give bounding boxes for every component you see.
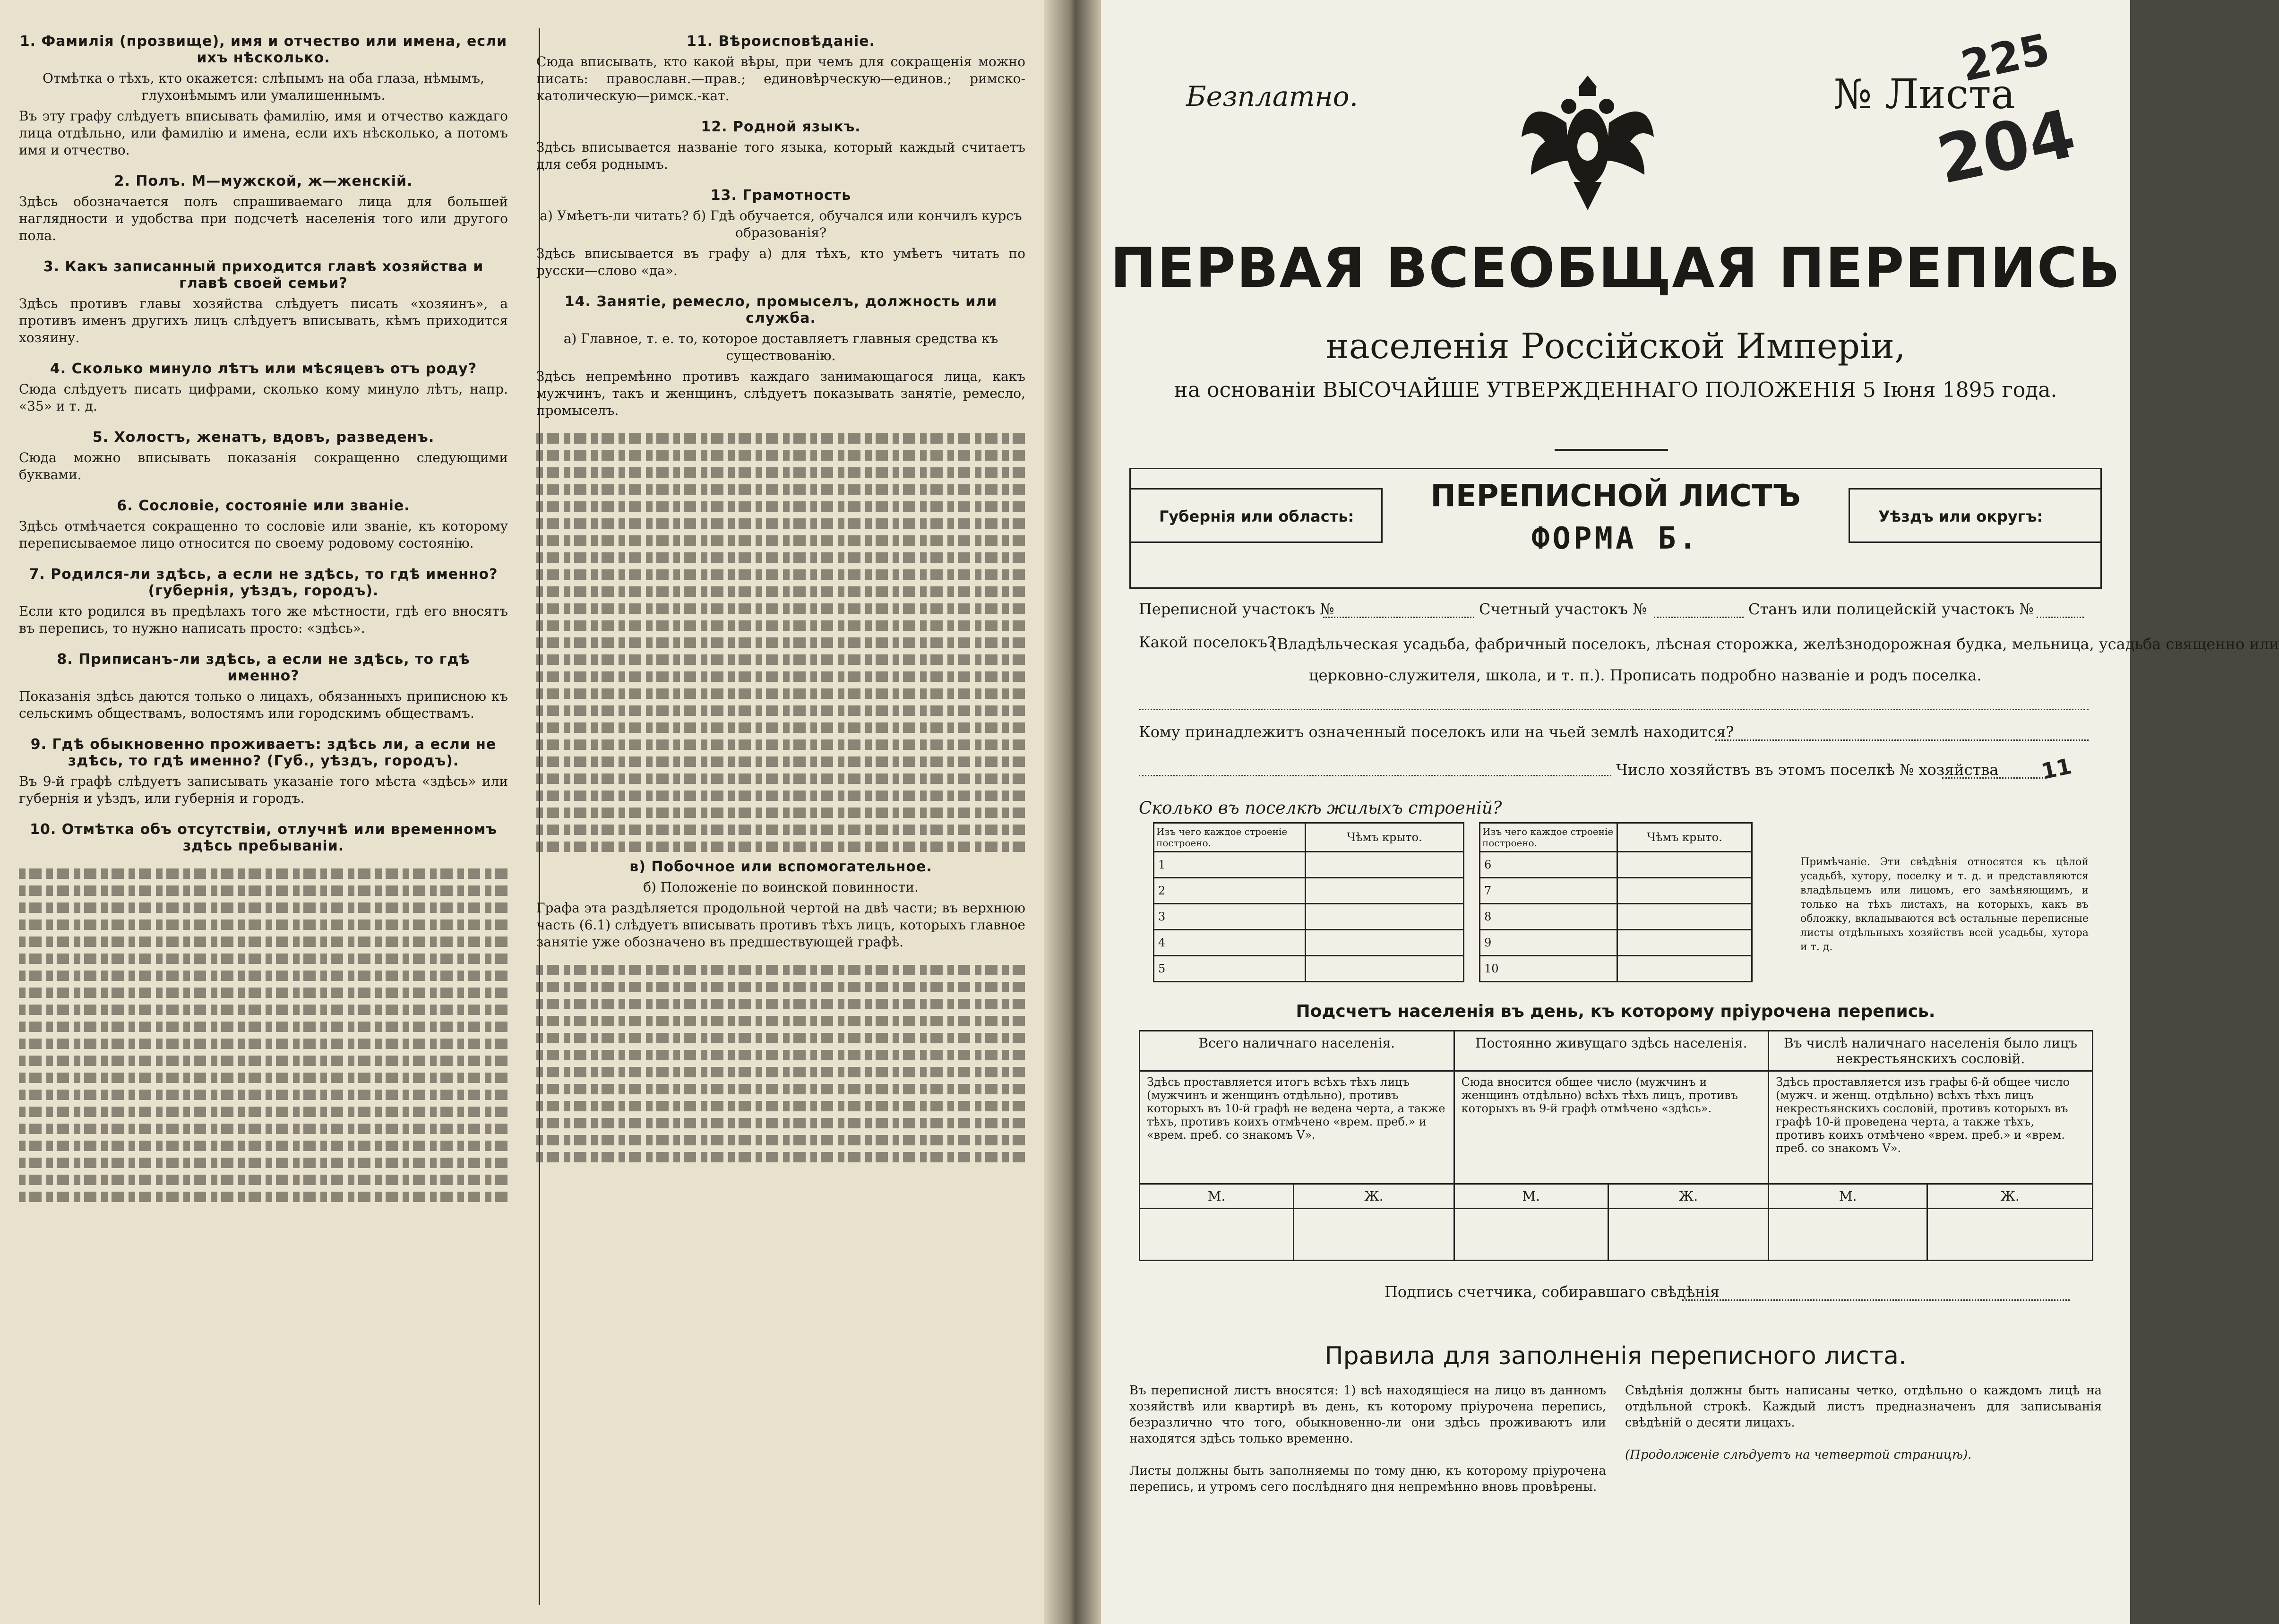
signature-label: Подпись счетчика, собиравшаго свѣдѣнія [1385, 1283, 1720, 1301]
form-header-box [1129, 468, 2102, 589]
table-row: 7 [1480, 878, 1752, 904]
section-6: 6. Сословіе, состояніе или званіе. Здѣсь отмѣчается сокращенно то сословіе или званіе, къ которому переписываемое лицо относится по своему родовому состоянію. [19, 498, 508, 551]
section-9: 9. Гдѣ обыкновенно проживаетъ: здѣсь ли, а если не здѣсь, то гдѣ именно? (Губ., уѣздъ, городъ). Въ 9-й графѣ слѣдуетъ записывать указаніе того мѣста «здѣсь» или губернія и уѣздъ, или губернія и городъ. [19, 736, 508, 806]
total-male-cell[interactable] [1140, 1209, 1294, 1261]
section-14: 14. Занятіе, ремесло, промыселъ, должность или служба. а) Главное, т. е. то, которое доставляетъ главныя средства къ существованію. Здѣсь непремѣнно противъ каждаго занимающагося лица, какъ мужчинъ, такъ и женщинъ, слѣдуетъ показывать занятіе, ремесло, промыселъ. [536, 293, 1025, 418]
book-gutter [1044, 0, 1101, 1624]
buildings-label: Сколько въ поселкѣ жилыхъ строеній? [1139, 799, 1502, 818]
settlement-hint-2: церковно-служителя, школа, и т. п.). Прописать подробно названіе и родъ поселка. [1309, 666, 1982, 684]
total-female-cell[interactable] [1294, 1209, 1454, 1261]
table-row: 4 [1154, 930, 1464, 956]
form-basis: на основаніи ВЫСОЧАЙШЕ УТВЕРЖДЕННАГО ПОЛОЖЕНІЯ 5 Іюня 1895 года. [1174, 378, 2057, 402]
buildings-note: Примѣчаніе. Эти свѣдѣнія относятся къ цѣлой усадьбѣ, хутору, поселку и т. д. и представляются владѣльцемъ или лицомъ, его замѣняющимъ, и только на тѣхъ листахъ, на которыхъ, какъ въ обложку, вкладываются всѣ остальные переписные листы отдѣльныхъ хозяйствъ всей усадьбы, хутора и т. д. [1800, 856, 2089, 953]
settlement-line[interactable] [1139, 709, 2089, 710]
table-row: 2 [1154, 878, 1464, 904]
buildings-table-left: Изъ чего каждое строеніе построено. Чѣмъ крыто. 1 2 3 4 5 [1153, 822, 1464, 982]
form-subtitle: населенія Россійской Имперіи, [1325, 326, 1906, 367]
rules-text-1: Въ переписной листъ вносятся: 1) всѣ находящіеся на лицо въ данномъ хозяйствѣ или квартирѣ въ день, къ которому пріурочена перепись, безразлично что того, обыкновенно-ли они здѣсь проживаютъ или находятся здѣсь только временно. Листы должны быть заполняемы по тому дню, къ которому пріурочена перепись, и утромъ сего послѣдняго дня непремѣнно вновь провѣрены. [1129, 1383, 1606, 1494]
household-number-label: № хозяйства [1900, 761, 1999, 779]
table-row: 8 [1480, 904, 1752, 930]
section-13: 13. Грамотность а) Умѣетъ-ли читать? б) Гдѣ обучается, обучался или кончилъ курсъ образованія? Здѣсь вписывается въ графу а) для тѣхъ, кто умѣетъ читать по русски—слово «да». [536, 187, 1025, 278]
owner-line-2[interactable] [1139, 775, 1611, 776]
stan-line[interactable] [2037, 617, 2084, 618]
instructions-column-1 [19, 28, 508, 1605]
free-label: Безплатно. [1186, 80, 1359, 112]
table-row: 5 [1154, 956, 1464, 982]
divider [1555, 449, 1668, 451]
population-count-table: Всего наличнаго населенія. Постоянно живущаго здѣсь населенія. Въ числѣ наличнаго населенія было лицъ некрестьянскихъ сословій. Здѣсь проставляется итогъ всѣхъ тѣхъ лицъ (мужчинъ и женщинъ отдѣльно), противъ которыхъ въ 10-й графѣ не ведена черта, а также тѣхъ, противъ коихъ отмѣчено «врем. преб.» и «врем. преб. со знакомъ V». Сюда вносится общее число (мужчинъ и женщинъ отдѣльно) всѣхъ тѣхъ лицъ, противъ которыхъ въ 9-й графѣ отмѣчено «здѣсь». Здѣсь проставляется изъ графы 6-й общее число (мужч. и женщ. отдѣльно) всѣхъ тѣхъ лицъ некрестьянскихъ сословій, противъ которыхъ въ графѣ 10-й проведена черта, а также тѣхъ, противъ коихъ отмѣчено «врем. преб.» и «врем. преб. со знакомъ V». М. Ж. М. Ж. М. Ж. [1139, 1030, 2093, 1261]
households-label: Число хозяйствъ въ этомъ поселкѣ [1616, 761, 1895, 779]
table-row: 1 [1154, 852, 1464, 878]
section-3: 3. Какъ записанный приходится главѣ хозяйства и главѣ своей семьи? Здѣсь противъ главы хозяйства слѣдуетъ писать «хозяинъ», а противъ именъ другихъ лицъ слѣдуетъ вписывать, кѣмъ приходится хозяину. [19, 258, 508, 345]
small-print-text [19, 868, 508, 1202]
section-4: 4. Сколько минуло лѣтъ или мѣсяцевъ отъ роду? Сюда слѣдуетъ писать цифрами, сколько кому минуло лѣтъ, напр. «35» и т. д. [19, 361, 508, 414]
section-7: 7. Родился-ли здѣсь, а если не здѣсь, то гдѣ именно? (губернія, уѣздъ, городъ). Если кто родился въ предѣлахъ того же мѣстности, гдѣ его вносятъ въ перепись, то нужно написать просто: «здѣсь». [19, 566, 508, 636]
counting-district-label: Счетный участокъ № [1479, 600, 1647, 618]
handwritten-sheet-number: 204 [1931, 95, 2082, 199]
instructions-page [0, 0, 1044, 1624]
handwritten-household-number: 11 [2039, 753, 2074, 785]
table-row: 3 [1154, 904, 1464, 930]
section-10: 10. Отмѣтка объ отсутствіи, отлучнѣ или временномъ здѣсь пребываніи. [30, 821, 497, 854]
table-row: 6 [1480, 852, 1752, 878]
rules-section [1129, 1342, 2102, 1495]
section-8: 8. Приписанъ-ли здѣсь, а если не здѣсь, то гдѣ именно? Показанія здѣсь даются только о лицахъ, обязанныхъ приписною къ сельскимъ обществамъ, волостямъ или городскимъ обществамъ. [19, 651, 508, 721]
form-type: ФОРМА Б. [1531, 521, 1700, 556]
census-district-line[interactable] [1323, 617, 1474, 618]
resident-female-cell[interactable] [1608, 1209, 1768, 1261]
form-name: ПЕРЕПИСНОЙ ЛИСТЪ [1430, 479, 1801, 514]
gubernia-cell: Губернія или область: [1131, 488, 1383, 543]
small-print-text [536, 965, 1025, 1162]
handwritten-page-number: 225 [1957, 24, 2054, 92]
owner-label: Кому принадлежитъ означенный поселокъ или на чьей землѣ находится? [1139, 723, 1734, 741]
nonpeasant-male-cell[interactable] [1769, 1209, 1927, 1261]
stan-label: Станъ или полицейскій участокъ № [1748, 600, 2034, 618]
instructions-column-2 [536, 28, 1025, 1605]
buildings-table-right: Изъ чего каждое строеніе построено. Чѣмъ крыто. 6 7 8 9 10 [1479, 822, 1753, 982]
counting-district-line[interactable] [1654, 617, 1744, 618]
section-5: 5. Холостъ, женатъ, вдовъ, разведенъ. Сюда можно вписывать показанія сокращенно следующими буквами. [19, 429, 508, 482]
table-row: 10 [1480, 956, 1752, 982]
small-print-text [536, 433, 1025, 852]
owner-line[interactable] [1715, 739, 2089, 741]
sheet-number-label: № Листа [1833, 71, 2015, 118]
settlement-label: Какой поселокъ? [1139, 633, 1276, 651]
rules-title: Правила для заполненія переписного листа. [1324, 1342, 1907, 1370]
resident-male-cell[interactable] [1454, 1209, 1608, 1261]
census-form-page [1101, 0, 2279, 1624]
section-2: 2. Полъ. М—мужской, ж—женскій. Здѣсь обозначается полъ спрашиваемаго лица для большей наглядности и удобства при подсчетѣ населенія того или другого пола. [19, 173, 508, 243]
settlement-hint: (Владѣльческая усадьба, фабричный поселокъ, лѣсная сторожка, желѣзнодорожная будка, мельница, усадьба священно или [1271, 635, 2279, 653]
section-14-v: в) Побочное или вспомогательное. б) Положеніе по воинской повинности. Графа эта раздѣляется продольной чертой на двѣ части; въ верхнюю часть (6.1) слѣдуетъ вписывать противъ тѣхъ лицъ, которыхъ главное занятіе уже обозначено въ предшествующей графѣ. [536, 859, 1025, 950]
section-1: 1. Фамилія (прозвище), имя и отчество или имена, если ихъ нѣсколько. Отмѣтка о тѣхъ, кто окажется: слѣпымъ на оба глаза, нѣмымъ, глухонѣмымъ или умалишеннымъ. Въ эту графу слѣдуетъ вписывать фамилію, имя и отчество каждаго лица отдѣльно, или фамилію и имена, если ихъ нѣсколько, а потомъ имя и отчество. [19, 33, 508, 158]
table-row: 9 [1480, 930, 1752, 956]
nonpeasant-female-cell[interactable] [1927, 1209, 2093, 1261]
population-count-title: Подсчетъ населенія въ день, къ которому пріурочена перепись. [1296, 1002, 1935, 1021]
double-headed-eagle-icon [1517, 66, 1659, 217]
section-12: 12. Родной языкъ. Здѣсь вписывается названіе того языка, который каждый считаетъ для себя роднымъ. [536, 119, 1025, 172]
rules-text-2: Свѣдѣнія должны быть написаны четко, отдѣльно о каждомъ лицѣ на отдѣльной строкѣ. Каждый листъ предназначенъ для записыванія свѣдѣній о десяти лицахъ. (Продолженіе слѣдуетъ на четвертой страницѣ). [1625, 1383, 2102, 1462]
census-district-label: Переписной участокъ № [1139, 600, 1334, 618]
uezd-cell: Уѣздъ или округъ: [1849, 488, 2100, 543]
section-11: 11. Вѣроисповѣданіе. Сюда вписывать, кто какой вѣры, при чемъ для сокращенія можно писать: православн.—прав.; единовѣрческую—единов.; римско-католическую—римск.-кат. [536, 33, 1025, 103]
form-title: ПЕРВАЯ ВСЕОБЩАЯ ПЕРЕПИСЬ [1110, 236, 2121, 300]
signature-line[interactable] [1682, 1299, 2070, 1301]
